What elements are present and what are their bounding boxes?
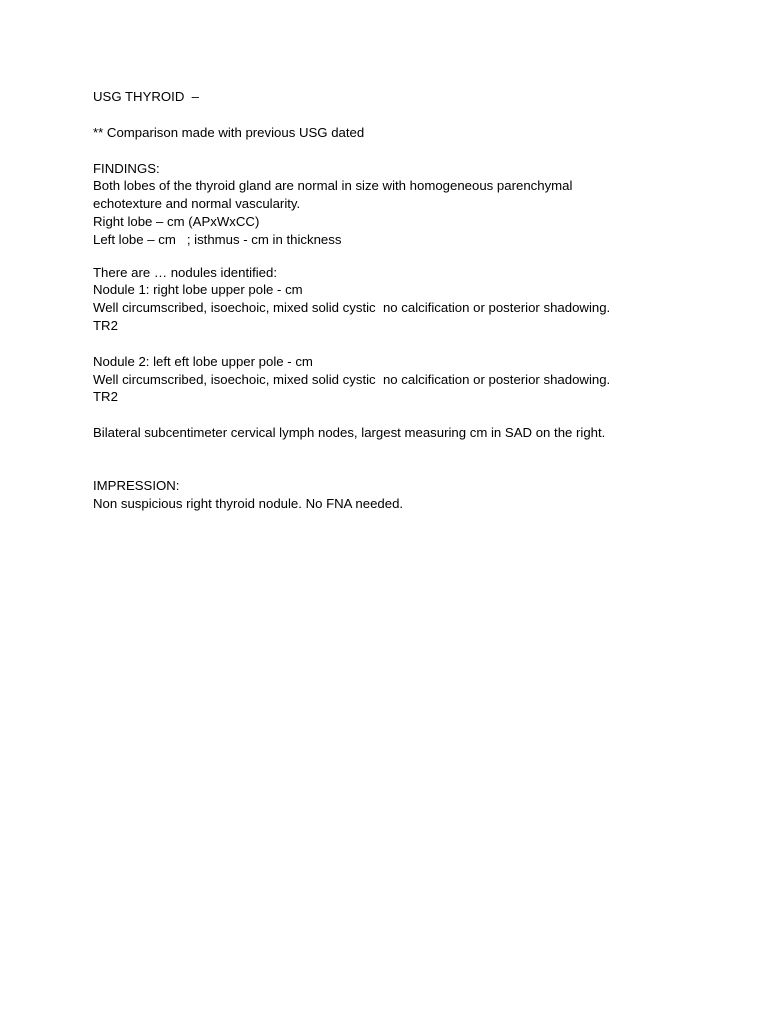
lymph-nodes-note: Bilateral subcentimeter cervical lymph nodes, largest measuring cm in SAD on the right. <box>93 425 606 441</box>
report-document <box>93 88 733 513</box>
spacer <box>93 249 733 264</box>
spacer <box>93 335 733 353</box>
spacer <box>93 142 733 160</box>
findings-line: echotexture and normal vascularity. <box>93 196 301 212</box>
impression-heading: IMPRESSION: <box>93 477 180 493</box>
nodule-2-heading: Nodule 2: left eft lobe upper pole - cm <box>93 353 313 369</box>
nodule-2-description: Well circumscribed, isoechoic, mixed solid cystic no calcification or posterior shadowing. <box>93 371 611 387</box>
nodule-1-grade: TR2 <box>93 317 118 333</box>
comparison-note: ** Comparison made with previous USG dated <box>93 124 365 140</box>
nodule-1-heading: Nodule 1: right lobe upper pole - cm <box>93 282 303 298</box>
spacer <box>93 106 733 124</box>
findings-right-lobe: Right lobe – cm (APxWxCC) <box>93 213 260 229</box>
report-title: USG THYROID – <box>93 89 200 104</box>
nodules-intro: There are … nodules identified: <box>93 264 278 280</box>
impression-text: Non suspicious right thyroid nodule. No FNA needed. <box>93 495 404 511</box>
spacer <box>93 442 733 477</box>
nodule-1-description: Well circumscribed, isoechoic, mixed solid cystic no calcification or posterior shadowing. <box>93 300 611 316</box>
findings-line: Both lobes of the thyroid gland are normal in size with homogeneous parenchymal <box>93 178 573 194</box>
spacer <box>93 406 733 424</box>
findings-left-lobe: Left lobe – cm ; isthmus - cm in thickness <box>93 231 342 247</box>
nodule-2-grade: TR2 <box>93 389 118 405</box>
findings-heading: FINDINGS: <box>93 160 160 176</box>
